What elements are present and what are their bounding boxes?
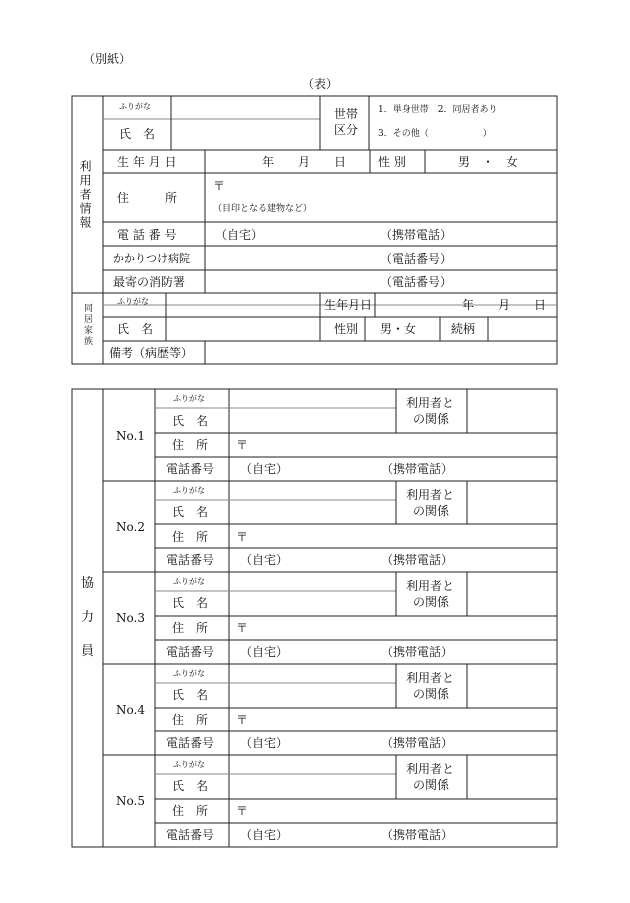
- gender-value: 男 ・ 女: [458, 155, 519, 169]
- coop-mobile-label: （携帯電話）: [381, 736, 454, 750]
- family-gender-value: 男・女: [380, 322, 417, 336]
- household-label-line2: 区分: [334, 123, 359, 137]
- household-option-2: 3．その他（ ）: [378, 129, 492, 139]
- address-label: 住 所: [117, 191, 178, 205]
- home-phone-label: （自宅）: [215, 228, 264, 242]
- coop-address-label: 住 所: [172, 713, 209, 727]
- family-section-label: 同居家族: [82, 303, 92, 347]
- coop-relation-label-2: の関係: [413, 778, 450, 792]
- coop-relation-label-2: の関係: [413, 687, 450, 701]
- coop-relation-label-1: 利用者と: [406, 488, 455, 502]
- coop-home-label: （自宅）: [240, 828, 289, 842]
- user-section-label: 利用者情報: [78, 160, 92, 230]
- coop-relation-label-2: の関係: [413, 504, 450, 518]
- coop-number-3: No.3: [116, 611, 145, 625]
- family-name-label: 氏 名: [117, 322, 154, 336]
- coop-home-label: （自宅）: [240, 645, 289, 659]
- coop-address-label: 住 所: [172, 804, 209, 818]
- birth-ymd: 年 月 日: [262, 155, 347, 169]
- user-furigana-label: ふりがな: [119, 102, 151, 111]
- coop-relation-label-1: 利用者と: [406, 671, 455, 685]
- clinic-label: かかりつけ病院: [113, 252, 190, 265]
- household-option-1: 1．単身世帯 2．同居者あり: [378, 105, 498, 115]
- coop-furigana-label: ふりがな: [173, 760, 205, 769]
- postal-mark: 〒: [213, 179, 226, 193]
- coop-section-char-1: 協: [81, 576, 95, 591]
- coop-mobile-label: （携帯電話）: [381, 553, 454, 567]
- coop-furigana-label: ふりがな: [173, 486, 205, 495]
- coop-phone-label: 電話番号: [166, 828, 215, 842]
- fire-phone-label: （電話番号）: [380, 275, 453, 289]
- coop-postal-mark: 〒: [236, 804, 249, 818]
- coop-number-5: No.5: [116, 794, 145, 808]
- family-birth-ymd: 年 月 日: [462, 298, 547, 312]
- coop-mobile-label: （携帯電話）: [381, 645, 454, 659]
- coop-mobile-label: （携帯電話）: [381, 828, 454, 842]
- coop-furigana-label: ふりがな: [173, 669, 205, 678]
- coop-name-label: 氏 名: [172, 779, 209, 793]
- coop-phone-label: 電話番号: [166, 736, 215, 750]
- coop-phone-label: 電話番号: [166, 553, 215, 567]
- coop-postal-mark: 〒: [236, 621, 249, 635]
- coop-section-char-2: 力: [81, 610, 95, 625]
- clinic-phone-label: （電話番号）: [380, 252, 453, 266]
- phone-label: 電 話 番 号: [117, 228, 177, 242]
- landmark-note: （目印となる建物など）: [213, 204, 313, 214]
- coop-home-label: （自宅）: [240, 553, 289, 567]
- coop-address-label: 住 所: [172, 438, 209, 452]
- coop-name-label: 氏 名: [172, 505, 209, 519]
- coop-name-label: 氏 名: [172, 414, 209, 428]
- coop-relation-label-2: の関係: [413, 412, 450, 426]
- coop-relation-label-1: 利用者と: [406, 579, 455, 593]
- fire-station-label: 最寄の消防署: [113, 275, 186, 289]
- coop-mobile-label: （携帯電話）: [381, 462, 454, 476]
- coop-name-label: 氏 名: [172, 688, 209, 702]
- coop-postal-mark: 〒: [236, 713, 249, 727]
- coop-furigana-label: ふりがな: [173, 577, 205, 586]
- coop-relation-label-1: 利用者と: [406, 762, 455, 776]
- family-birth-label: 生年月日: [324, 298, 373, 312]
- family-relation-label: 続柄: [451, 322, 476, 336]
- coop-postal-mark: 〒: [236, 530, 249, 544]
- side-label: （表）: [302, 77, 339, 91]
- household-label-line1: 世帯: [334, 107, 359, 121]
- coop-relation-label-1: 利用者と: [406, 396, 455, 410]
- coop-section-char-3: 員: [81, 644, 95, 659]
- coop-number-4: No.4: [116, 703, 145, 717]
- gender-label: 性 別: [378, 155, 406, 169]
- coop-furigana-label: ふりがな: [173, 394, 205, 403]
- attachment-label: （別紙）: [83, 52, 132, 66]
- family-gender-label: 性別: [334, 322, 359, 336]
- birth-label: 生 年 月 日: [117, 155, 177, 169]
- coop-phone-label: 電話番号: [166, 645, 215, 659]
- coop-address-label: 住 所: [172, 530, 209, 544]
- coop-phone-label: 電話番号: [166, 462, 215, 476]
- family-furigana-label: ふりがな: [117, 297, 149, 306]
- family-notes-label: 備考（病歴等）: [109, 346, 194, 360]
- coop-address-label: 住 所: [172, 621, 209, 635]
- coop-number-1: No.1: [116, 429, 145, 443]
- coop-postal-mark: 〒: [236, 438, 249, 452]
- coop-name-label: 氏 名: [172, 596, 209, 610]
- coop-number-2: No.2: [116, 520, 145, 534]
- coop-home-label: （自宅）: [240, 736, 289, 750]
- mobile-phone-label: （携帯電話）: [380, 228, 453, 242]
- user-name-label: 氏 名: [119, 127, 156, 141]
- coop-home-label: （自宅）: [240, 462, 289, 476]
- coop-relation-label-2: の関係: [413, 595, 450, 609]
